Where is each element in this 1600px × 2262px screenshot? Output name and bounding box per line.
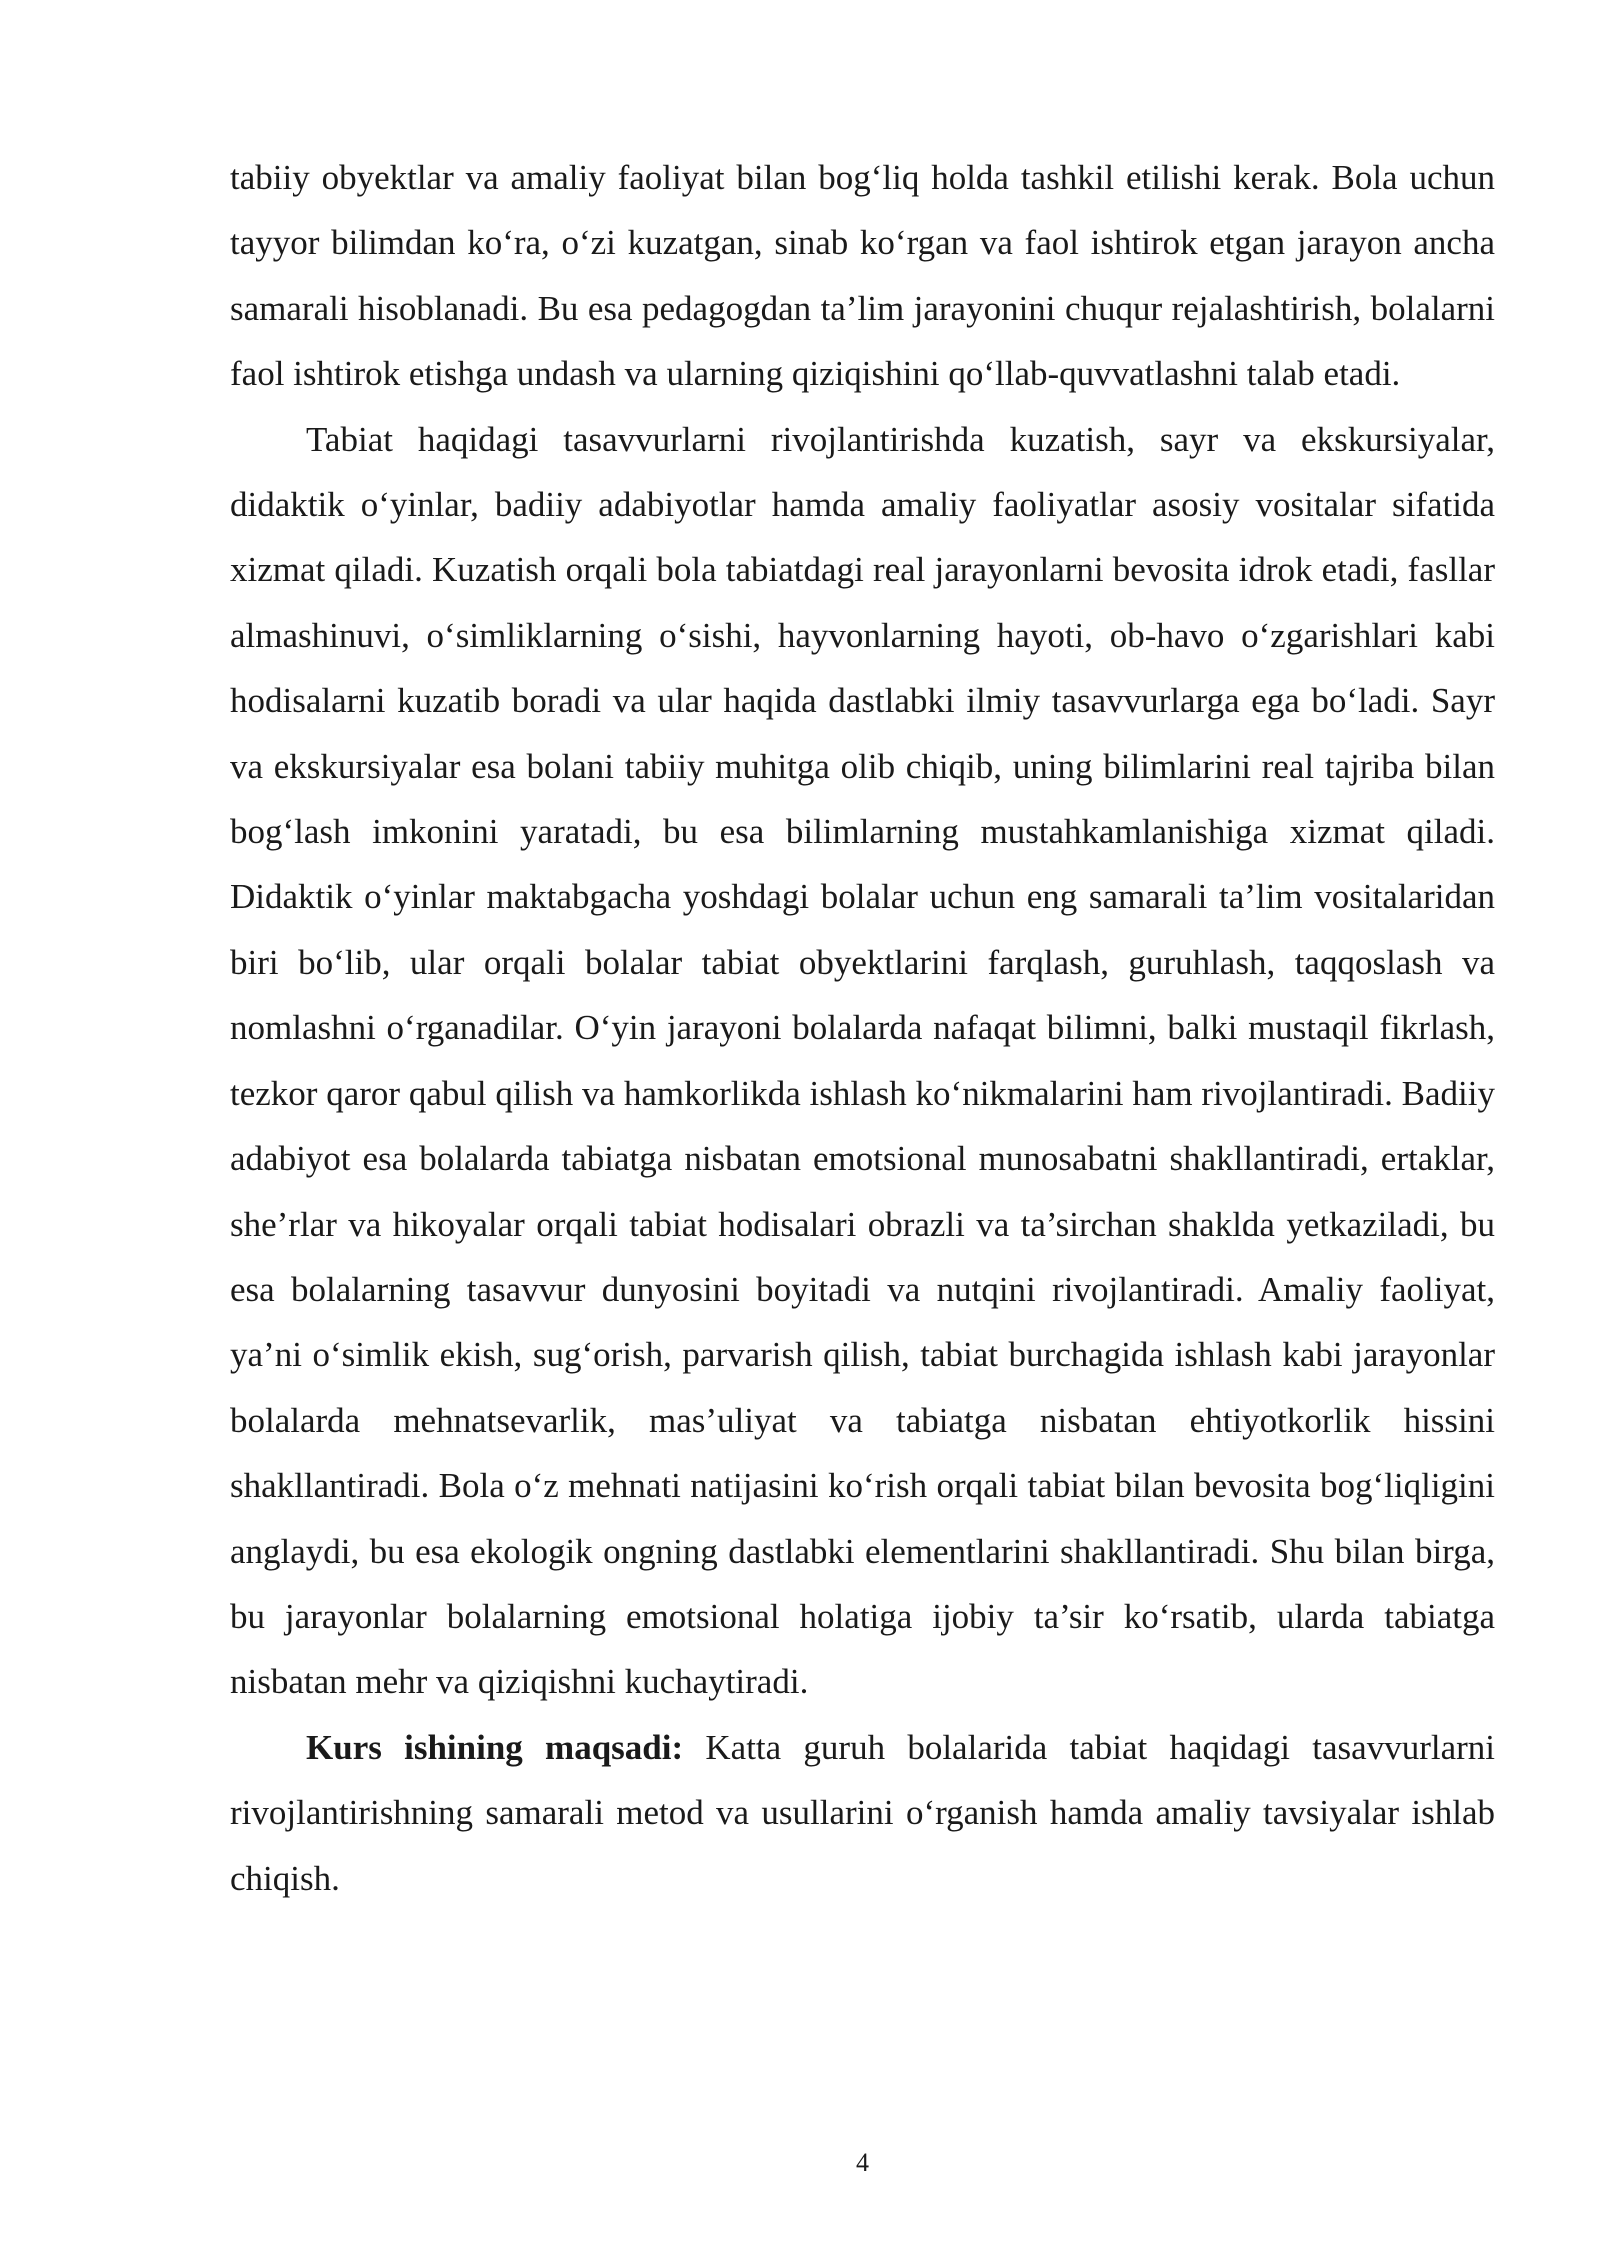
document-page [230,145,1495,1911]
course-goal-label: Kurs ishining maqsadi: [306,1727,684,1767]
paragraph-continuation: tabiiy obyektlar va amaliy faoliyat bilan bog‘liq holda tashkil etilishi kerak. Bola uchun tayyor bilimdan ko‘ra, o‘zi kuzatgan, sinab ko‘rgan va faol ishtirok etgan jarayon ancha samarali hisoblanadi. Bu esa pedagogdan ta’lim jarayonini chuqur rejalashtirish, bolalarni faol ishtirok etishga undash va ularning qiziqishini qo‘llab-quvvatlashni talab etadi. [230,158,1495,394]
page-number: 4 [856,2148,869,2177]
paragraph-means: Tabiat haqidagi tasavvurlarni rivojlantirishda kuzatish, sayr va ekskursiyalar, didaktik o‘yinlar, badiiy adabiyotlar hamda amaliy faoliyatlar asosiy vositalar sifatida xizmat qiladi. Kuzatish orqali bola tabiatdagi real jarayonlarni bevosita idrok etadi, fasllar almashinuvi, o‘simliklarning o‘sishi, hayvonlarning hayoti, ob-havo o‘zgarishlari kabi hodisalarni kuzatib boradi va ular haqida dastlabki ilmiy tasavvurlarga ega bo‘ladi. Sayr va ekskursiyalar esa bolani tabiiy muhitga olib chiqib, uning bilimlarini real tajriba bilan bog‘lash imkonini yaratadi, bu esa bilimlarning mustahkamlanishiga xizmat qiladi. Didaktik o‘yinlar maktabgacha yoshdagi bolalar uchun eng samarali ta’lim vositalaridan biri bo‘lib, ular orqali bolalar tabiat obyektlarini farqlash, guruhlash, taqqoslash va nomlashni o‘rganadilar. O‘yin jarayoni bolalarda nafaqat bilimni, balki mustaqil fikrlash, tezkor qaror qabul qilish va hamkorlikda ishlash ko‘nikmalarini ham rivojlantiradi. Badiiy adabiyot esa bolalarda tabiatga nisbatan emotsional munosabatni shakllantiradi, ertaklar, she’rlar va hikoyalar orqali tabiat hodisalari obrazli va ta’sirchan shaklda yetkaziladi, bu esa bolalarning tasavvur dunyosini boyitadi va nutqini rivojlantiradi. Amaliy faoliyat, ya’ni o‘simlik ekish, sug‘orish, parvarish qilish, tabiat burchagida ishlash kabi jarayonlar bolalarda mehnatsevarlik, mas’uliyat va tabiatga nisbatan ehtiyotkorlik hissini shakllantiradi. Bola o‘z mehnati natijasini ko‘rish orqali tabiat bilan bevosita bog‘liqligini anglaydi, bu esa ekologik ongning dastlabki elementlarini shakllantiradi. Shu bilan birga, bu jarayonlar bolalarning emotsional holatiga ijobiy ta’sir ko‘rsatib, ularda tabiatga nisbatan mehr va qiziqishni kuchaytiradi. [230,419,1495,1702]
course-goal-text: Katta guruh bolalarida tabiat haqidagi tasavvurlarni rivojlantirishning samarali metod va usullarini o‘rganish hamda amaliy tavsiyalar ishlab chiqish. [230,1727,1495,1898]
paragraph-course-goal [230,1715,1495,1911]
